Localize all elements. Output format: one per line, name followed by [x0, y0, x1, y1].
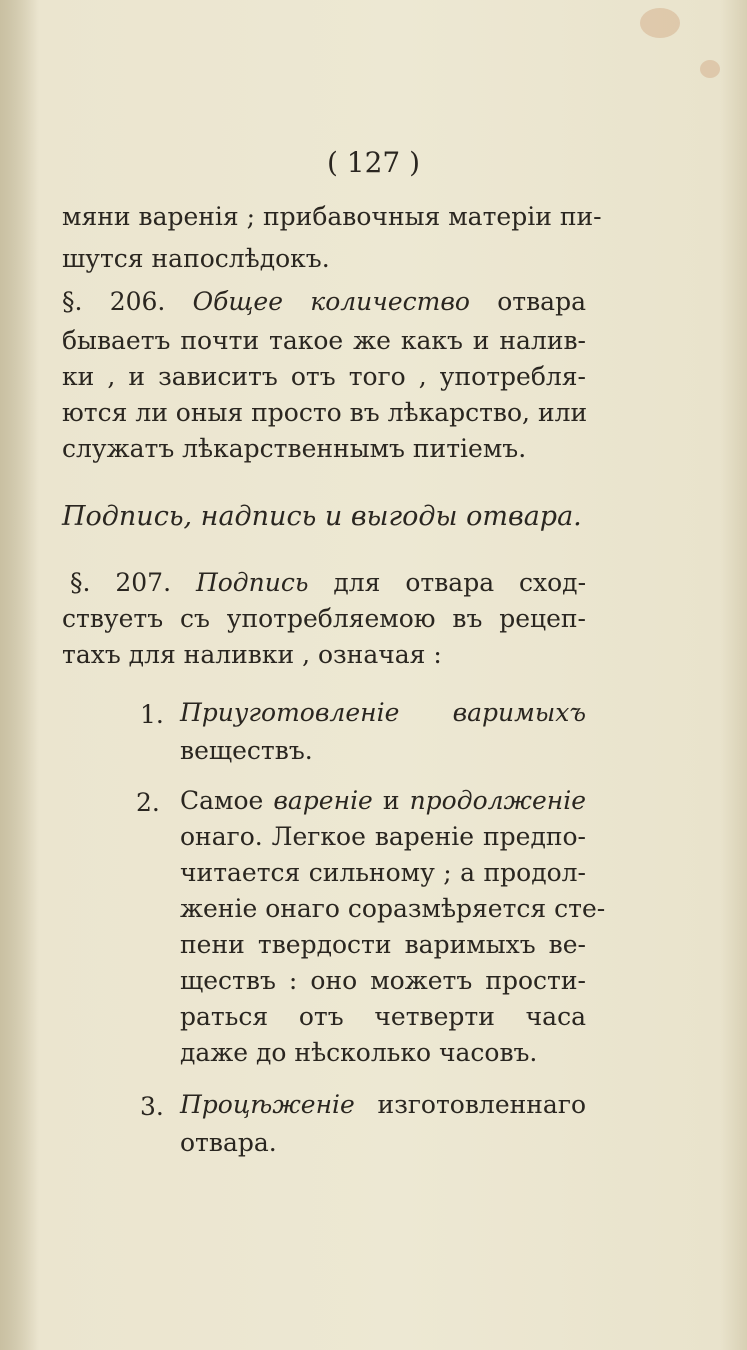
italic-term: Процѣженiе — [180, 1090, 355, 1119]
text-line: даже до нѣсколько часовъ. — [180, 1038, 538, 1067]
text-line: читается сильному ; а продол- — [180, 858, 586, 887]
text-line: служатъ лѣкарственнымъ питiемъ. — [62, 434, 527, 463]
list-number: 1. — [140, 700, 164, 729]
text-fragment: Самое — [180, 786, 264, 815]
text-line: мяни варенiя ; прибавочныя матерiи пи- — [62, 202, 602, 231]
list-number: 3. — [140, 1092, 164, 1121]
text-line: ются ли оныя просто въ лѣкарство, или — [62, 398, 588, 427]
text-line: женiе онаго соразмѣряется сте- — [180, 894, 606, 923]
text-fragment: и — [382, 786, 400, 815]
text-line: веществъ. — [180, 736, 313, 765]
text-line: онаго. Легкое варенiе предпо- — [180, 822, 586, 851]
text-line: ки , и зависитъ отъ того , употребля- — [62, 362, 586, 391]
text-line: отвара. — [180, 1128, 277, 1157]
italic-term: Общее количество — [192, 287, 470, 316]
paragraph-207-first-line — [70, 566, 586, 600]
section-number: §. 207. — [70, 568, 172, 597]
text-fragment: отвара — [497, 287, 586, 316]
list-item-1-title: Приуготовленiе варимыхъ — [180, 698, 586, 727]
text-line: бываетъ почти такое же какъ и налив- — [62, 326, 586, 355]
foxing-spot — [700, 60, 720, 78]
section-number: §. 206. — [62, 287, 166, 316]
text-line: шутся напослѣдокъ. — [62, 244, 330, 273]
section-heading: Подпись, надпись и выгоды отвара. — [62, 501, 582, 532]
list-number: 2. — [136, 788, 160, 817]
italic-term: варенiе — [273, 786, 373, 815]
list-item-3-first-line — [180, 1088, 586, 1122]
page-gutter-shadow — [0, 0, 38, 1350]
list-item-2-first-line — [180, 784, 586, 818]
text-line: ствуетъ съ употребляемою въ рецеп- — [62, 604, 586, 633]
text-line: раться отъ четверти часа — [180, 1002, 586, 1031]
text-line: ществъ : оно можетъ прости- — [180, 966, 586, 995]
italic-term: продолженiе — [409, 786, 587, 815]
paragraph-206-first-line — [62, 285, 586, 319]
text-fragment: изготовленнаго — [377, 1090, 586, 1119]
text-fragment: для отвара сход- — [333, 568, 587, 597]
text-line: пени твердости варимыхъ ве- — [180, 930, 586, 959]
foxing-spot — [640, 8, 680, 38]
italic-term: Подпись — [195, 568, 309, 597]
page-number: ( 127 ) — [326, 146, 421, 179]
text-line: тахъ для наливки , означая : — [62, 640, 442, 669]
